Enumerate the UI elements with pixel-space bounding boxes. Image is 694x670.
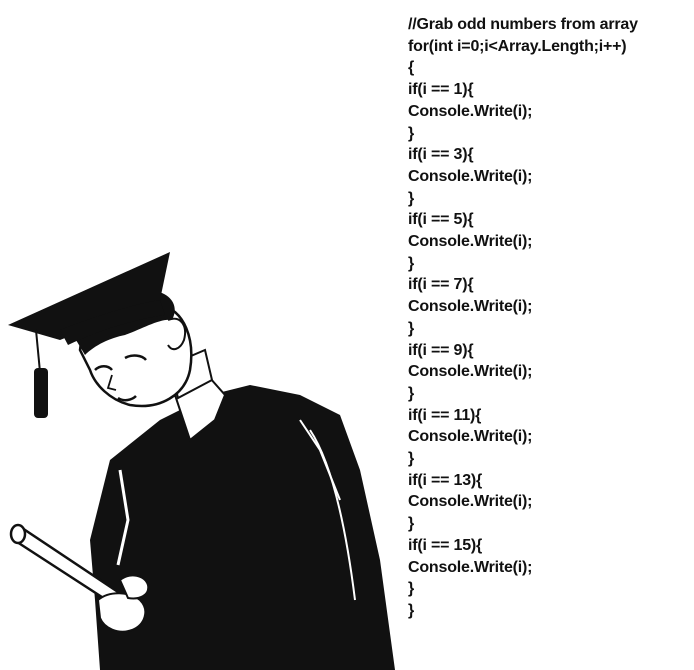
code-line: for(int i=0;i<Array.Length;i++) [408,37,627,55]
tassel [34,368,48,418]
code-line: Console.Write(i); [408,298,533,316]
ear [168,319,185,349]
code-line: Console.Write(i); [408,167,533,185]
code-line: if(i == 15){ [408,536,483,554]
code-line: if(i == 13){ [408,471,483,489]
code-line: } [408,254,415,272]
code-line: Console.Write(i); [408,102,533,120]
code-line: if(i == 5){ [408,211,474,229]
code-line: if(i == 7){ [408,276,474,294]
code-line: Console.Write(i); [408,363,533,381]
code-snippet [408,14,688,622]
code-line: } [408,601,415,619]
code-line: Console.Write(i); [408,428,533,446]
code-line: //Grab odd numbers from array [408,16,638,33]
code-line: { [408,59,415,77]
code-line: if(i == 11){ [408,406,482,424]
code-line: if(i == 1){ [408,81,474,99]
code-line: } [408,580,415,598]
code-line: Console.Write(i); [408,493,533,511]
code-line: if(i == 9){ [408,341,474,359]
code-line: } [408,450,415,468]
tassel-cord [36,330,40,372]
code-line: } [408,319,415,337]
code-line: } [408,124,415,142]
code-line: } [408,384,415,402]
code-line: } [408,189,415,207]
code-line: if(i == 3){ [408,146,474,164]
code-line: Console.Write(i); [408,233,533,251]
diploma-end [11,525,25,543]
code-line: Console.Write(i); [408,558,533,576]
code-line: } [408,515,415,533]
